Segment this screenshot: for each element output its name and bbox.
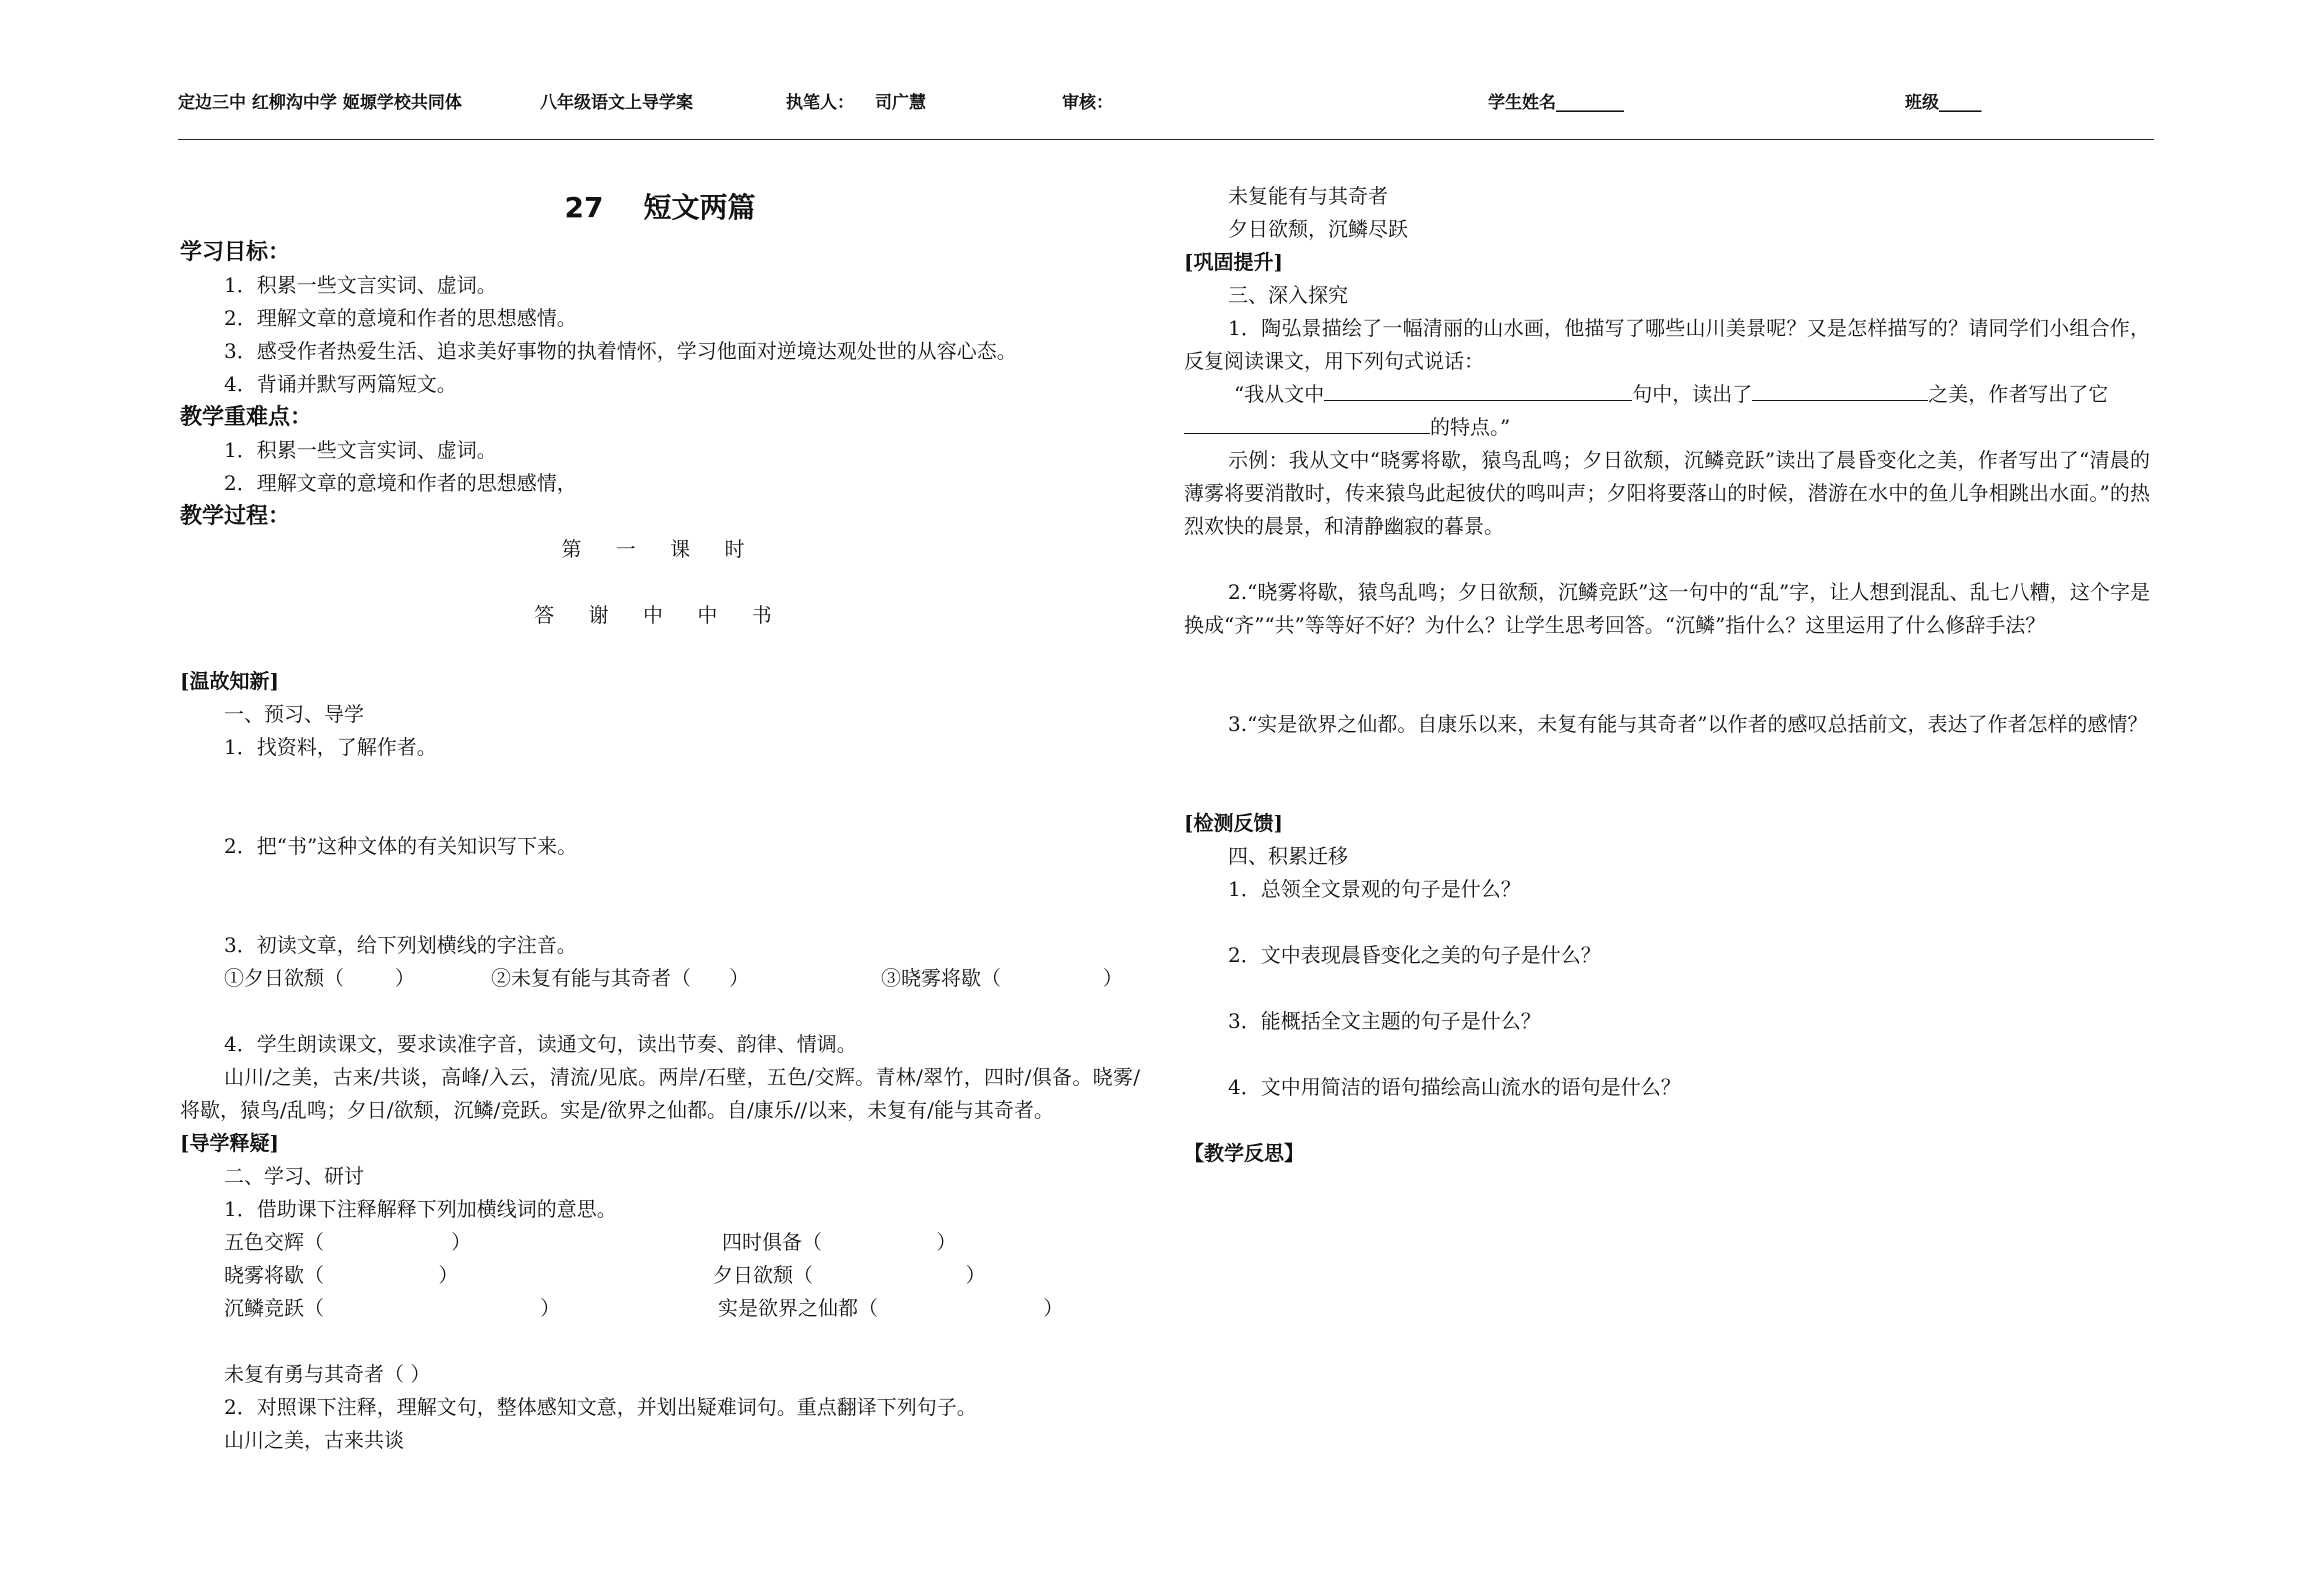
key-item: 2．理解文章的意境和作者的思想感情，: [224, 471, 577, 495]
word-item: 四时俱备（ ）: [722, 1230, 957, 1254]
pre-heading: 一、预习、导学: [224, 702, 364, 726]
title-number: 27: [564, 191, 604, 224]
example-text: 示例：我从文中“晓雾将歇，猿鸟乱鸣；夕日欲颓，沉鳞竞跃”读出了晨昏变化之美，作者写出了“清晨的薄雾将要消散时，传来猿鸟此起彼伏的鸣叫声；夕阳将要落山的时候，潜游在水中的鱼儿争相跳出水面。”的热烈欢快的晨景，和清静幽寂的暮景。: [1184, 448, 2150, 538]
word-row: [180, 1259, 1140, 1292]
sentence-pattern: [1184, 378, 2150, 411]
explore-item-3: 3.“实是欲界之仙都。自康乐以来，未复有能与其奇者”以作者的感叹总括前文，表达了作者怎样的感情？: [1228, 712, 2148, 736]
header-author-label: 执笔人：: [786, 93, 854, 113]
word-item: 五色交辉（ ）: [224, 1230, 472, 1254]
translate-sentence: 未复能有与其奇者: [1228, 184, 1388, 208]
pre-item-4: 4．学生朗读课文，要求读准字音，读通文句，读出节奏、韵律、情调。: [224, 1032, 857, 1056]
header-schools: 定边三中 红柳沟中学 姬塬学校共同体: [178, 93, 462, 113]
title-text: 短文两篇: [643, 191, 756, 224]
pattern-part: 之美，作者写出了它: [1928, 382, 2109, 406]
word-row: [180, 1226, 1140, 1259]
header-author: 司广慧: [875, 93, 926, 113]
left-column: [180, 180, 1140, 1457]
pattern-part: “我从文中: [1234, 382, 1325, 406]
header-student-name: 学生姓名________: [1488, 93, 1624, 113]
word-item: 沉鳞竞跃（ ）: [224, 1296, 561, 1320]
test-heading: [检测反馈]: [1184, 811, 1283, 835]
blank-line[interactable]: [1184, 411, 1430, 434]
pronunciation-row: [180, 962, 1140, 995]
goal-item: 3．感受作者热爱生活、追求美好事物的执着情怀，学习他面对逆境达观处世的从容心态。: [224, 339, 1017, 363]
question-item: 3．能概括全文主题的句子是什么？: [1228, 1009, 1541, 1033]
question-item: 2．文中表现晨昏变化之美的句子是什么？: [1228, 943, 1601, 967]
blank-line[interactable]: [1324, 378, 1632, 401]
sentence-pattern-end: [1184, 411, 2150, 444]
reflect-heading: 【教学反思】: [1184, 1141, 1304, 1165]
explore-heading: 三、深入探究: [1228, 283, 1348, 307]
process-heading: 教学过程：: [180, 504, 291, 529]
word-item-last: 未复有勇与其奇者（ ）: [224, 1362, 431, 1386]
goals-heading: 学习目标：: [180, 240, 291, 265]
pre-item-2: 2．把“书”这种文体的有关知识写下来。: [224, 834, 578, 858]
header-class: 班级_____: [1905, 93, 1982, 113]
right-column: [1184, 180, 2150, 1170]
blank-line[interactable]: [1752, 378, 1928, 401]
word-item: 晓雾将歇（ ）: [224, 1263, 459, 1287]
question-item: 4．文中用简洁的语句描绘高山流水的语句是什么？: [1228, 1075, 1681, 1099]
header-divider: [178, 139, 2154, 140]
text-title: 答 谢 中 中 书: [534, 603, 786, 627]
review-heading: [温故知新]: [180, 669, 279, 693]
pron-item: ③晓雾将歇（ ）: [881, 966, 1123, 990]
study-heading: 二、学习、研讨: [224, 1164, 364, 1188]
page-title: [180, 180, 1140, 236]
study-item-1: 1．借助课下注释解释下列加横线词的意思。: [224, 1197, 617, 1221]
word-row: [180, 1292, 1140, 1325]
consolidate-heading: [巩固提升]: [1184, 250, 1283, 274]
translate-sentence: 山川之美，古来共谈: [224, 1428, 404, 1452]
pattern-part: 句中，读出了: [1632, 382, 1753, 406]
study-item-2: 2．对照课下注释，理解文句，整体感知文意，并划出疑难词句。重点翻译下列句子。: [224, 1395, 977, 1419]
pre-item-3: 3．初读文章，给下列划横线的字注音。: [224, 933, 577, 957]
explore-item-1: 1．陶弘景描绘了一幅清丽的山水画，他描写了哪些山川美景呢？又是怎样描写的？请同学们小组合作，反复阅读课文，用下列句式说话：: [1184, 316, 2150, 373]
lesson-label: 第 一 课 时: [561, 537, 759, 561]
goal-item: 4．背诵并默写两篇短文。: [224, 372, 457, 396]
guide-heading: [导学释疑]: [180, 1131, 279, 1155]
key-heading: 教学重难点：: [180, 405, 313, 430]
word-item: 夕日欲颓（ ）: [713, 1263, 986, 1287]
pron-item: ①夕日欲颓（ ）: [224, 966, 415, 990]
word-item: 实是欲界之仙都（ ）: [718, 1296, 1064, 1320]
pron-item: ②未复有能与其奇者（ ）: [491, 966, 750, 990]
header-grade: 八年级语文上导学案: [540, 93, 693, 113]
header-review-label: 审核：: [1062, 93, 1113, 113]
goal-item: 1．积累一些文言实词、虚词。: [224, 273, 497, 297]
accum-heading: 四、积累迁移: [1228, 844, 1348, 868]
key-item: 1．积累一些文言实词、虚词。: [224, 438, 497, 462]
pre-item-1: 1．找资料，了解作者。: [224, 735, 437, 759]
translate-sentence: 夕日欲颓，沉鳞尽跃: [1228, 217, 1408, 241]
goal-item: 2．理解文章的意境和作者的思想感情。: [224, 306, 577, 330]
explore-item-2: 2.“晓雾将歇，猿鸟乱鸣；夕日欲颓，沉鳞竞跃”这一句中的“乱”字，让人想到混乱、乱七八糟，这个字是换成“齐”“共”等等好不好？为什么？让学生思考回答。“沉鳞”指什么？这里运用了什么修辞手法？: [1184, 580, 2150, 637]
reading-passage: 山川/之美，古来/共谈，高峰/入云，清流/见底。两岸/石壁，五色/交辉。青林/翠竹，四时/俱备。晓雾/将歇，猿鸟/乱鸣；夕日/欲颓，沉鳞/竞跃。实是/欲界之仙都。自/康乐//以来，未复有/能与其奇者。: [180, 1065, 1140, 1122]
question-item: 1．总领全文景观的句子是什么？: [1228, 877, 1521, 901]
pattern-part: 的特点。”: [1430, 415, 1511, 439]
